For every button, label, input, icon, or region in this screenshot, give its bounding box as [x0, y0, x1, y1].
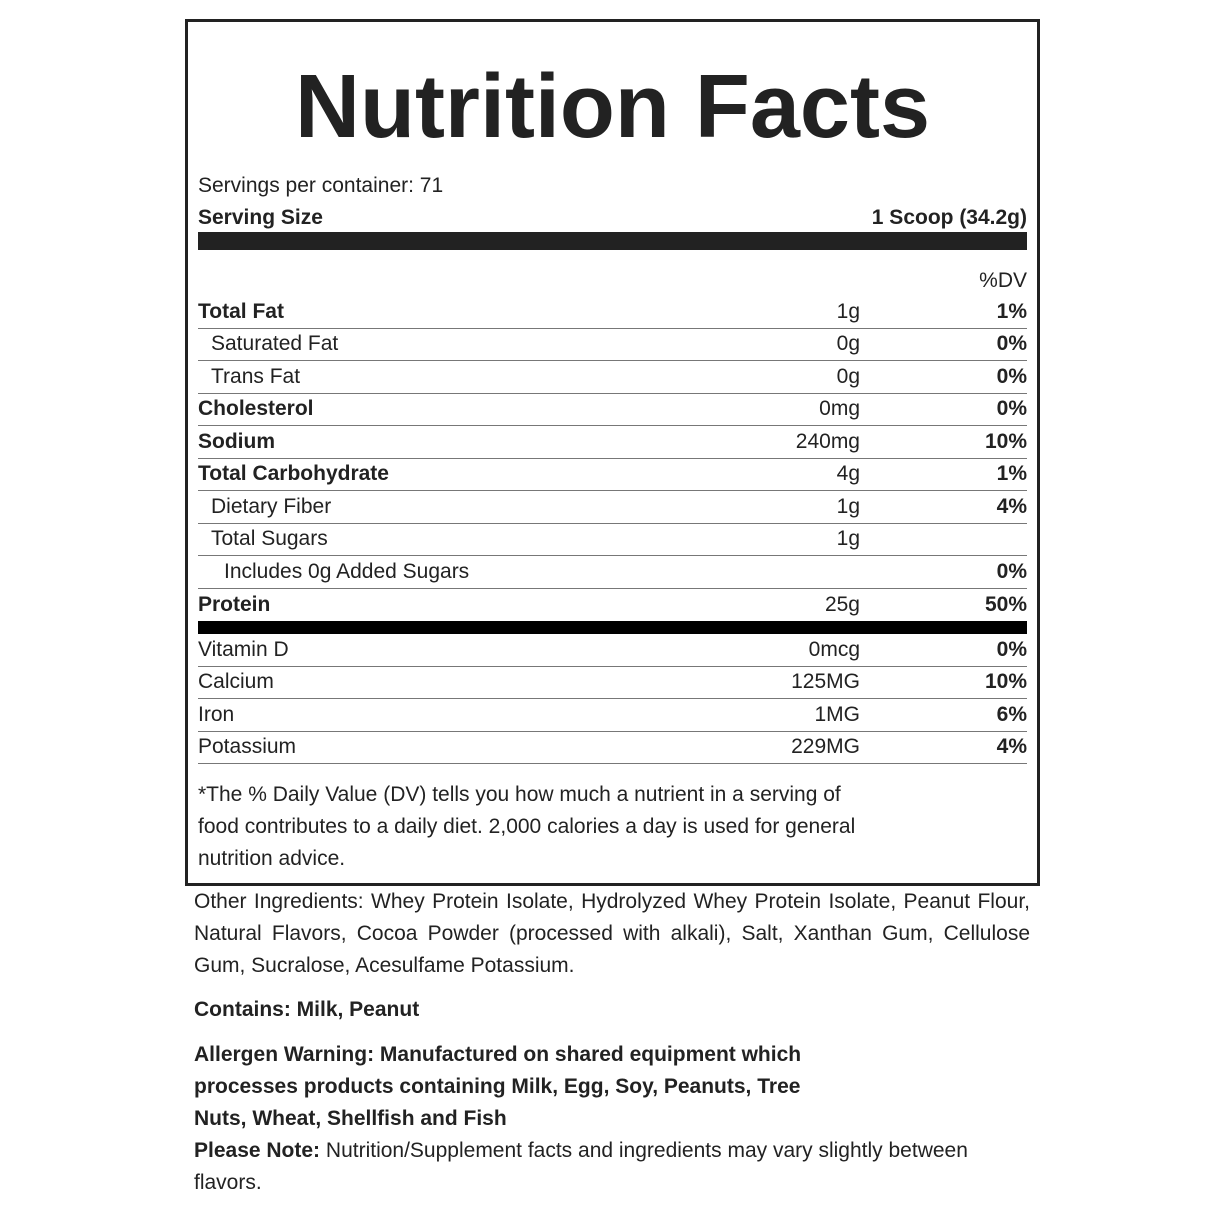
nutrient-amount: 0mcg — [808, 637, 860, 661]
nutrient-dv: 0% — [996, 637, 1027, 661]
other-ingredients: Other Ingredients: Whey Protein Isolate, Hydrolyzed Whey Protein Isolate, Peanut Flour, Natural Flavors, Cocoa Powder (processed with alkali), Salt, Xanthan Gum, Cellulose Gum, Sucralose, Acesulfame Potassium. — [194, 890, 1030, 977]
nutrient-row — [198, 699, 1027, 732]
dv-header: %DV — [979, 269, 1027, 292]
nutrient-label: Total Sugars — [211, 527, 328, 551]
nutrient-row — [198, 589, 1027, 622]
serving-size-row — [198, 203, 1027, 233]
nutrient-row — [198, 634, 1027, 667]
nutrient-amount: 4g — [836, 462, 860, 486]
nutrient-row — [198, 667, 1027, 700]
nutrient-amount: 125MG — [791, 670, 860, 694]
nutrient-dv: 4% — [996, 735, 1027, 759]
nutrient-row — [198, 426, 1027, 459]
servings-per-container: Servings per container: 71 — [198, 174, 444, 197]
nutrient-row — [198, 491, 1027, 524]
nutrient-amount: 229MG — [791, 735, 860, 759]
nutrient-amount: 25g — [824, 592, 860, 616]
label-title: Nutrition Facts — [294, 57, 930, 157]
nutrient-label: Protein — [198, 592, 271, 616]
nutrient-amount: 0mg — [819, 397, 860, 421]
please-note-label: Please Note: — [194, 1139, 321, 1162]
nutrient-amount: 0g — [836, 332, 860, 356]
nutrient-row — [198, 732, 1027, 765]
nutrient-dv: 0% — [996, 397, 1027, 421]
nutrient-row — [198, 361, 1027, 394]
nutrient-label: Iron — [198, 702, 235, 726]
nutrient-dv: 1% — [996, 462, 1027, 486]
nutrient-row — [198, 556, 1027, 589]
nutrient-dv: 4% — [996, 494, 1027, 518]
nutrient-dv: 0% — [996, 332, 1027, 356]
nutrient-label: Calcium — [198, 670, 274, 694]
dv-footnote: *The % Daily Value (DV) tells you how much a nutrient in a serving of food contributes to a daily diet. 2,000 calories a day is used for general nutrition advice. — [198, 783, 856, 870]
nutrient-label: Potassium — [198, 735, 297, 759]
nutrient-label: Cholesterol — [198, 397, 314, 421]
thick-divider — [198, 232, 1027, 250]
please-note-text: Nutrition/Supplement facts and ingredients may vary slightly between flavors. — [194, 1139, 968, 1194]
nutrient-amount: 240mg — [795, 429, 860, 453]
nutrient-amount: 1g — [836, 527, 860, 551]
nutrient-dv: 1% — [996, 299, 1027, 323]
contains-allergens: Contains: Milk, Peanut — [194, 998, 420, 1021]
serving-size-value: 1 Scoop (34.2g) — [871, 206, 1027, 229]
nutrition-facts-label — [185, 19, 1040, 886]
nutrient-dv: 10% — [984, 670, 1027, 694]
thick-divider — [198, 621, 1027, 634]
nutrient-dv: 50% — [984, 592, 1027, 616]
nutrient-dv: 10% — [984, 429, 1027, 453]
nutrient-label: Trans Fat — [211, 364, 301, 388]
nutrient-row — [198, 394, 1027, 427]
nutrient-label: Saturated Fat — [211, 332, 339, 356]
allergen-warning: Allergen Warning: Manufactured on shared equipment which processes products containing Milk, Egg, Soy, Peanuts, Tree Nuts, Wheat, Shellfish and Fish — [194, 1043, 802, 1130]
nutrient-dv: 0% — [996, 559, 1027, 583]
please-note — [194, 1135, 1030, 1199]
nutrient-rows — [198, 296, 1027, 764]
nutrient-amount: 1g — [836, 494, 860, 518]
nutrient-dv: 0% — [996, 364, 1027, 388]
nutrient-label: Sodium — [198, 429, 275, 453]
nutrient-dv: 6% — [996, 702, 1027, 726]
nutrient-label: Vitamin D — [198, 637, 289, 661]
nutrient-label: Dietary Fiber — [211, 494, 332, 518]
nutrient-label: Includes 0g Added Sugars — [224, 559, 470, 583]
serving-size-label: Serving Size — [198, 206, 323, 229]
nutrient-label: Total Fat — [198, 299, 284, 323]
nutrient-row — [198, 329, 1027, 362]
nutrient-row — [198, 459, 1027, 492]
nutrient-label: Total Carbohydrate — [198, 462, 389, 486]
nutrient-amount: 1MG — [814, 702, 860, 726]
nutrient-row — [198, 296, 1027, 329]
nutrient-row — [198, 524, 1027, 557]
nutrient-amount: 1g — [836, 299, 860, 323]
nutrient-amount: 0g — [836, 364, 860, 388]
